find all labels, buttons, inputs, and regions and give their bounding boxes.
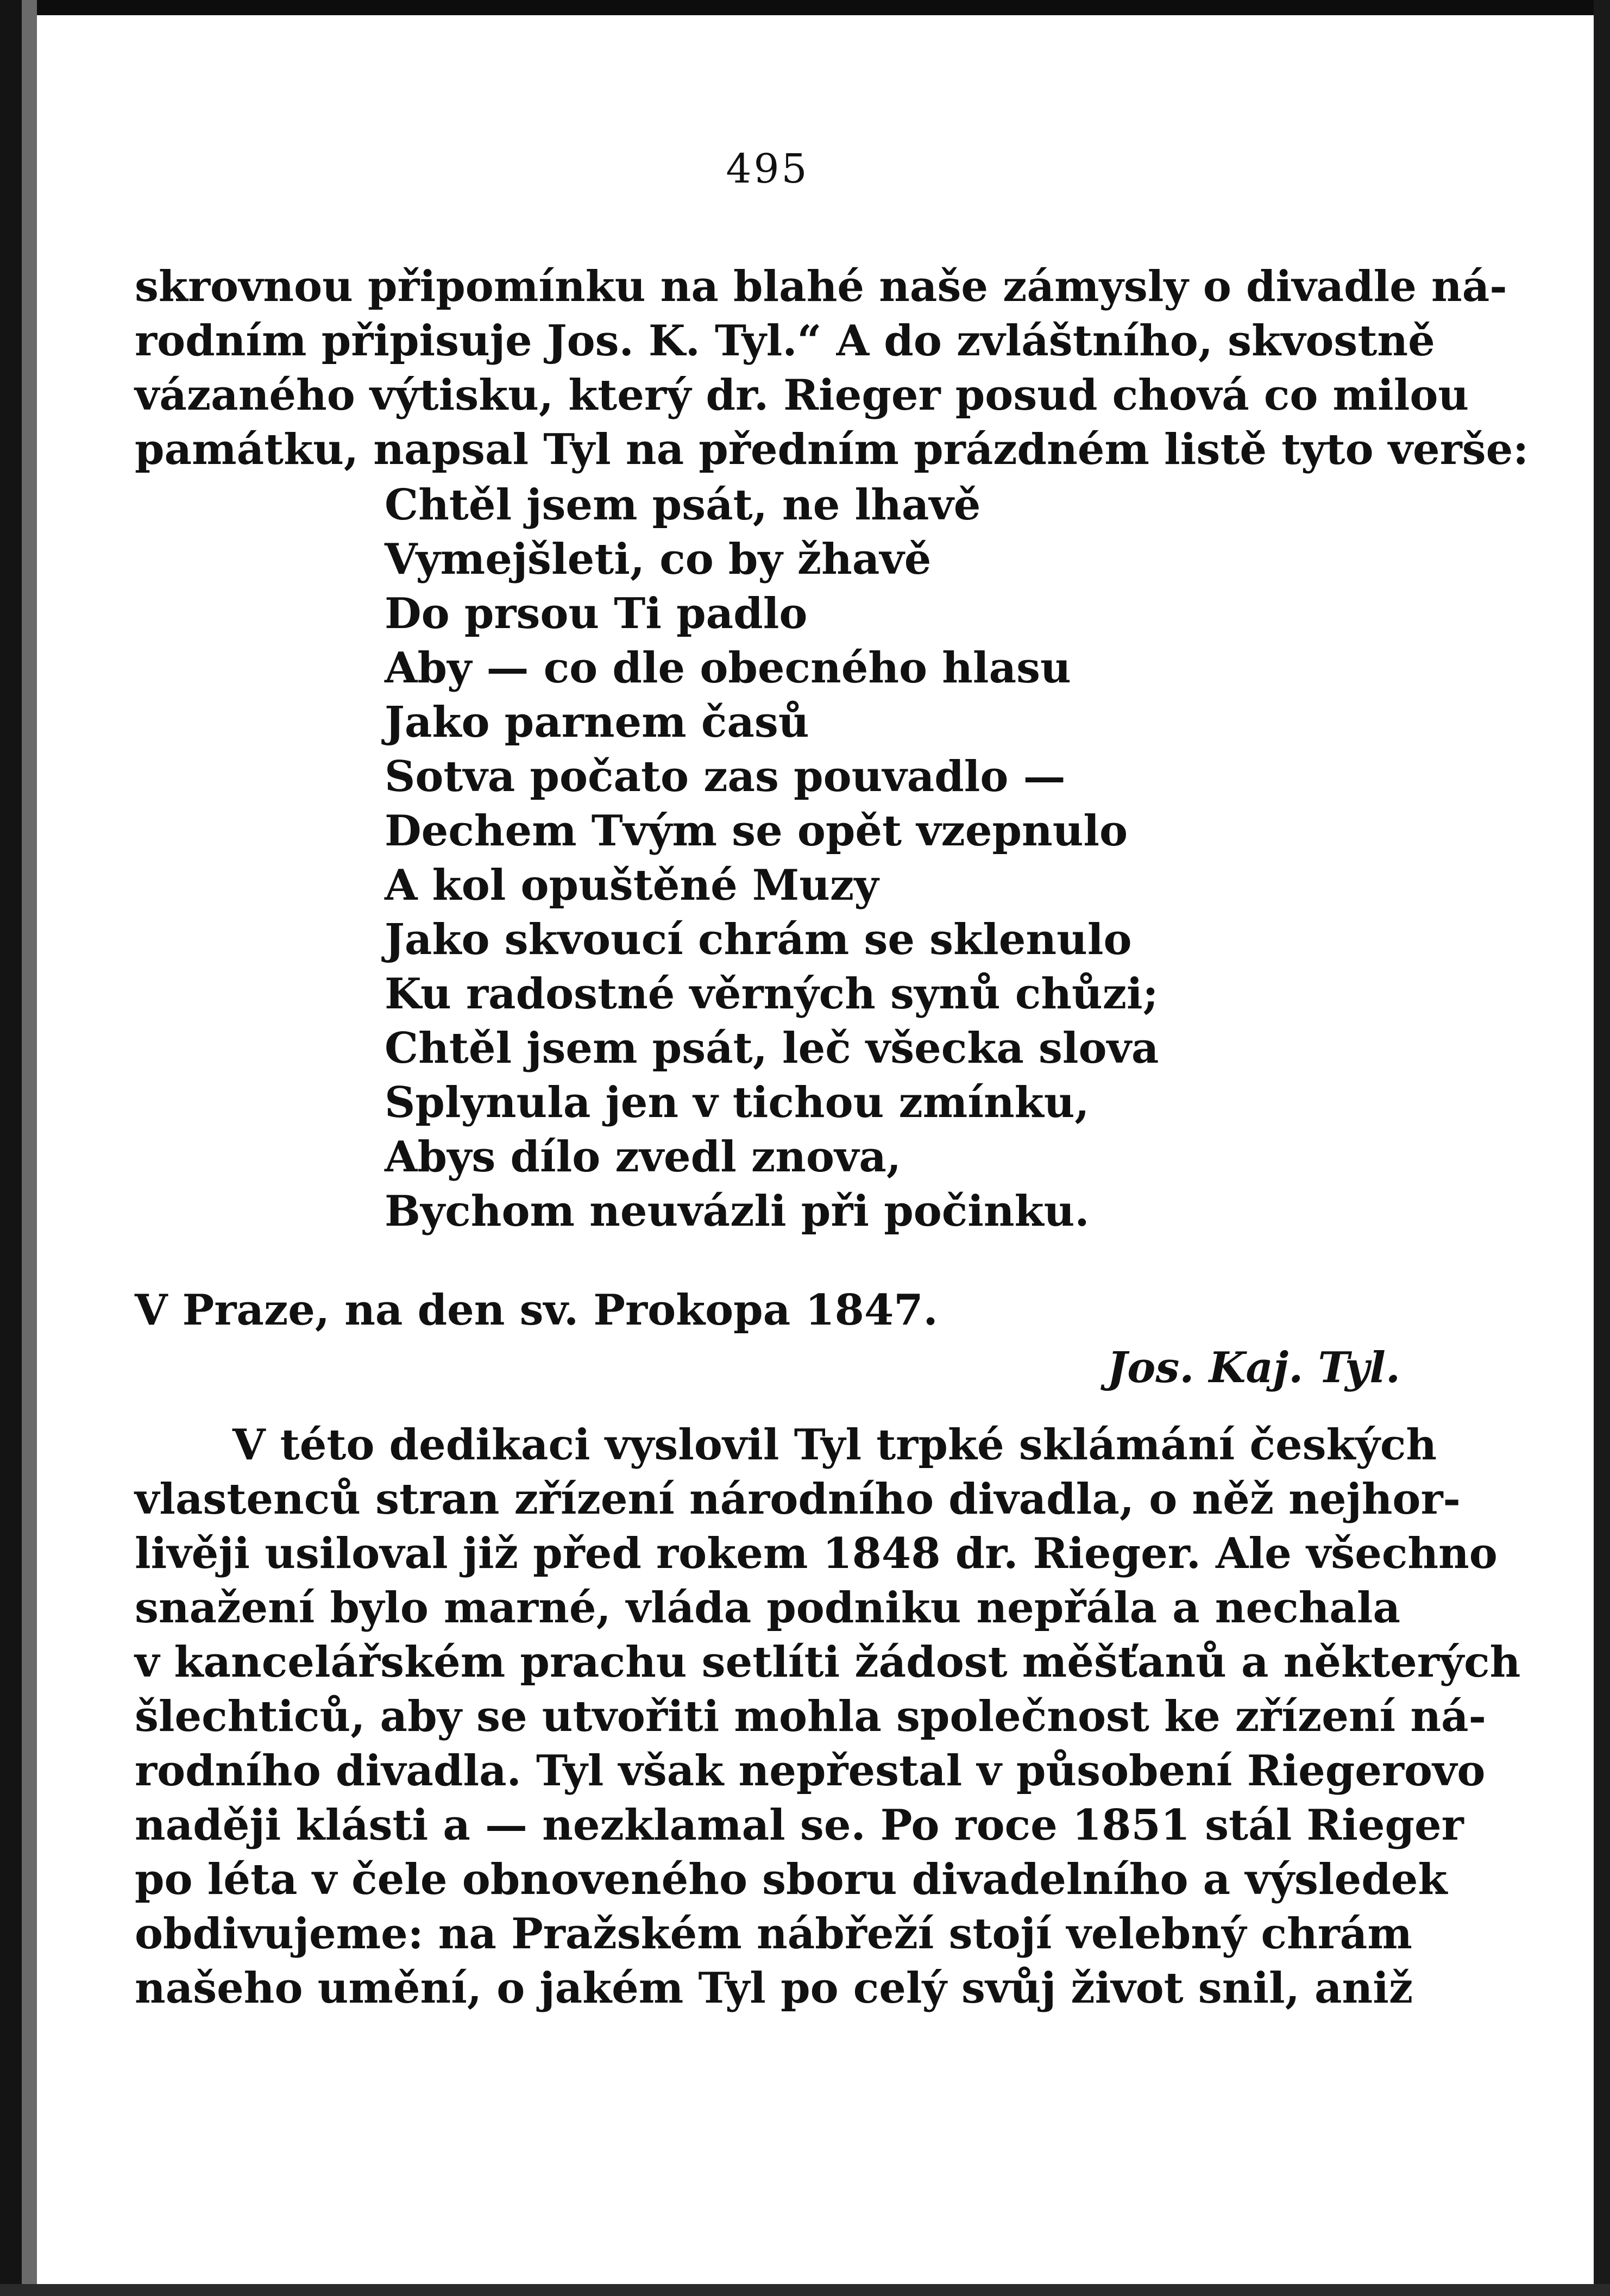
paragraph-2-line: naději klásti a — nezklamal se. Po roce 1851 stál Rieger bbox=[135, 1801, 1464, 1850]
book-page bbox=[135, 0, 1529, 2296]
poem-line: Dechem Tvým se opět vzepnulo bbox=[385, 806, 1128, 856]
poem-line: Abys dílo zvedl znova, bbox=[385, 1132, 902, 1182]
scan-border-left bbox=[0, 0, 22, 2296]
poem-line: Ku radostné věrných synů chůzi; bbox=[385, 969, 1159, 1019]
paragraph-2-line: našeho umění, o jakém Tyl po celý svůj život snil, aniž bbox=[135, 1963, 1413, 2013]
paragraph-2-line: šlechticů, aby se utvořiti mohla společnost ke zřízení ná- bbox=[135, 1692, 1486, 1741]
poem-line: Jako parnem časů bbox=[385, 698, 809, 747]
poem-line: Chtěl jsem psát, ne lhavě bbox=[385, 480, 981, 530]
paragraph-1-line: rodním připisuje Jos. K. Tyl.“ A do zvláštního, skvostně bbox=[135, 316, 1435, 366]
paragraph-2-line: livěji usiloval již před rokem 1848 dr. Rieger. Ale všechno bbox=[135, 1529, 1498, 1578]
scan-border-right bbox=[1594, 0, 1610, 2296]
poem-line: Splynula jen v tichou zmínku, bbox=[385, 1078, 1090, 1127]
scan-border-left-inner bbox=[22, 0, 37, 2296]
place-date: V Praze, na den sv. Prokopa 1847. bbox=[135, 1285, 938, 1335]
poem-line: Aby — co dle obecného hlasu bbox=[385, 643, 1071, 693]
paragraph-1-line: vázaného výtisku, který dr. Rieger posud chová co milou bbox=[135, 371, 1469, 420]
poem-line: Bychom neuvázli při počinku. bbox=[385, 1187, 1090, 1236]
poem-line: Do prsou Ti padlo bbox=[385, 589, 808, 638]
poem-line: Vymejšleti, co by žhavě bbox=[385, 535, 932, 584]
paragraph-1-line: skrovnou připomínku na blahé naše zámysly o divadle ná- bbox=[135, 262, 1507, 311]
paragraph-1-line: památku, napsal Tyl na předním prázdném listě tyto verše: bbox=[135, 425, 1529, 474]
paragraph-2-line: V této dedikaci vyslovil Tyl trpké sklámání českých bbox=[232, 1420, 1437, 1470]
paragraph-2-line: snažení bylo marné, vláda podniku nepřála a nechala bbox=[135, 1583, 1400, 1633]
poem-line: Sotva počato zas pouvadlo — bbox=[385, 752, 1066, 801]
poem-line: A kol opuštěné Muzy bbox=[385, 861, 879, 910]
paragraph-2-line: po léta v čele obnoveného sboru divadelního a výsledek bbox=[135, 1855, 1448, 1904]
paragraph-2-line: vlastenců stran zřízení národního divadla, o něž nejhor- bbox=[135, 1475, 1461, 1524]
poem-line: Chtěl jsem psát, leč všecka slova bbox=[385, 1024, 1159, 1073]
poem-line: Jako skvoucí chrám se sklenulo bbox=[385, 915, 1132, 964]
signature: Jos. Kaj. Tyl. bbox=[1107, 1343, 1400, 1392]
page-number: 495 bbox=[726, 146, 809, 192]
paragraph-2-line: v kancelářském prachu setlíti žádost měšťanů a některých bbox=[135, 1638, 1521, 1687]
paragraph-2-line: obdivujeme: na Pražském nábřeží stojí velebný chrám bbox=[135, 1909, 1412, 1959]
paragraph-2-line: rodního divadla. Tyl však nepřestal v působení Riegerovo bbox=[135, 1746, 1486, 1796]
